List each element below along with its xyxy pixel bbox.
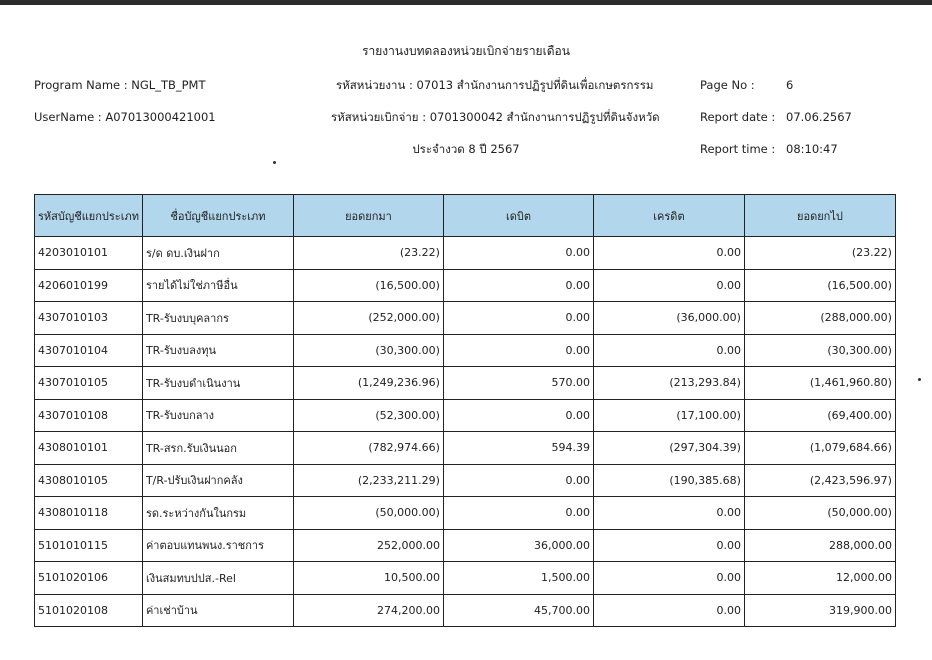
credit: 0.00: [593, 334, 744, 367]
account-code: 4308010101: [35, 432, 143, 465]
account-name: ค่าตอบแทนพนง.ราชการ: [142, 529, 293, 562]
table-row: [35, 562, 896, 595]
account-name: T/R-ปรับเงินฝากคลัง: [142, 464, 293, 497]
header-opening-balance: ยอดยกมา: [293, 195, 443, 237]
opening-balance: (2,233,211.29): [293, 464, 443, 497]
table-header-row: [35, 195, 896, 237]
table-row: [35, 237, 896, 270]
debit: 570.00: [443, 367, 593, 400]
credit: 0.00: [593, 237, 744, 270]
debit: 36,000.00: [443, 529, 593, 562]
closing-balance: (69,400.00): [744, 399, 895, 432]
closing-balance: (23.22): [744, 237, 895, 270]
account-name: TR-รับงบบุคลากร: [142, 302, 293, 335]
table-row: [35, 399, 896, 432]
debit: 0.00: [443, 334, 593, 367]
account-name: เงินสมทบปปส.-Rel: [142, 562, 293, 595]
header-account-code: รหัสบัญชีแยกประเภท: [35, 195, 143, 237]
closing-balance: (288,000.00): [744, 302, 895, 335]
account-name: รายได้ไม่ใช่ภาษีอื่น: [142, 269, 293, 302]
closing-balance: (2,423,596.97): [744, 464, 895, 497]
closing-balance: 288,000.00: [744, 529, 895, 562]
report-date-value: 07.06.2567: [786, 110, 852, 124]
credit: (213,293.84): [593, 367, 744, 400]
closing-balance: (1,461,960.80): [744, 367, 895, 400]
credit: 0.00: [593, 497, 744, 530]
credit: 0.00: [593, 529, 744, 562]
account-name: ค่าเช่าบ้าน: [142, 594, 293, 627]
account-name: TR-รับงบดำเนินงาน: [142, 367, 293, 400]
account-code: 5101020106: [35, 562, 143, 595]
opening-balance: (52,300.00): [293, 399, 443, 432]
opening-balance: (23.22): [293, 237, 443, 270]
account-code: 4307010103: [35, 302, 143, 335]
scan-speck: [273, 161, 276, 164]
table-row: [35, 432, 896, 465]
debit: 594.39: [443, 432, 593, 465]
account-code: 4206010199: [35, 269, 143, 302]
program-name: Program Name : NGL_TB_PMT: [34, 78, 206, 92]
account-code: 4203010101: [35, 237, 143, 270]
credit: 0.00: [593, 594, 744, 627]
report-time-value: 08:10:47: [786, 142, 838, 156]
table-row: [35, 367, 896, 400]
debit: 45,700.00: [443, 594, 593, 627]
account-code: 5101020108: [35, 594, 143, 627]
opening-balance: 252,000.00: [293, 529, 443, 562]
credit: (36,000.00): [593, 302, 744, 335]
closing-balance: (1,079,684.66): [744, 432, 895, 465]
scan-speck: [918, 378, 921, 381]
header-debit: เดบิต: [443, 195, 593, 237]
table-row: [35, 269, 896, 302]
table-row: [35, 334, 896, 367]
debit: 1,500.00: [443, 562, 593, 595]
account-code: 4307010104: [35, 334, 143, 367]
opening-balance: 10,500.00: [293, 562, 443, 595]
account-name: ร/ด ดบ.เงินฝาก: [142, 237, 293, 270]
account-name: TR-สรก.รับเงินนอก: [142, 432, 293, 465]
account-code: 4307010105: [35, 367, 143, 400]
debit: 0.00: [443, 302, 593, 335]
debit: 0.00: [443, 269, 593, 302]
account-code: 5101010115: [35, 529, 143, 562]
header-account-name: ชื่อบัญชีแยกประเภท: [142, 195, 293, 237]
opening-balance: 274,200.00: [293, 594, 443, 627]
closing-balance: (30,300.00): [744, 334, 895, 367]
debit: 0.00: [443, 237, 593, 270]
agency-unit: รหัสหน่วยงาน : 07013 สำนักงานการปฏิรูปที่ดินเพื่อเกษตรกรรม: [336, 78, 654, 92]
report-title: รายงานงบทดลองหน่วยเบิกจ่ายรายเดือน: [362, 44, 570, 58]
account-name: รด.ระหว่างกันในกรม: [142, 497, 293, 530]
opening-balance: (1,249,236.96): [293, 367, 443, 400]
credit: (190,385.68): [593, 464, 744, 497]
table-row: [35, 302, 896, 335]
report-time-label: Report time :: [700, 142, 776, 156]
opening-balance: (16,500.00): [293, 269, 443, 302]
table-row: [35, 497, 896, 530]
account-code: 4308010105: [35, 464, 143, 497]
opening-balance: (782,974.66): [293, 432, 443, 465]
closing-balance: 319,900.00: [744, 594, 895, 627]
disbursing-unit: รหัสหน่วยเบิกจ่าย : 0701300042 สำนักงานการปฏิรูปที่ดินจังหวัด: [331, 110, 660, 124]
credit: (297,304.39): [593, 432, 744, 465]
report-date-label: Report date :: [700, 110, 776, 124]
debit: 0.00: [443, 464, 593, 497]
account-name: TR-รับงบลงทุน: [142, 334, 293, 367]
page-no-label: Page No :: [700, 78, 755, 92]
closing-balance: 12,000.00: [744, 562, 895, 595]
table-row: [35, 529, 896, 562]
table-row: [35, 464, 896, 497]
opening-balance: (252,000.00): [293, 302, 443, 335]
account-code: 4307010108: [35, 399, 143, 432]
opening-balance: (30,300.00): [293, 334, 443, 367]
header-closing-balance: ยอดยกไป: [744, 195, 895, 237]
scan-top-edge: [0, 0, 932, 5]
account-code: 4308010118: [35, 497, 143, 530]
closing-balance: (50,000.00): [744, 497, 895, 530]
closing-balance: (16,500.00): [744, 269, 895, 302]
account-name: TR-รับงบกลาง: [142, 399, 293, 432]
opening-balance: (50,000.00): [293, 497, 443, 530]
credit: (17,100.00): [593, 399, 744, 432]
report-period: ประจำงวด 8 ปี 2567: [412, 142, 520, 156]
credit: 0.00: [593, 562, 744, 595]
header-credit: เครดิต: [593, 195, 744, 237]
trial-balance-table: [34, 194, 896, 627]
debit: 0.00: [443, 399, 593, 432]
credit: 0.00: [593, 269, 744, 302]
table-row: [35, 594, 896, 627]
debit: 0.00: [443, 497, 593, 530]
page-no-value: 6: [786, 78, 794, 92]
user-name: UserName : A07013000421001: [34, 110, 216, 124]
